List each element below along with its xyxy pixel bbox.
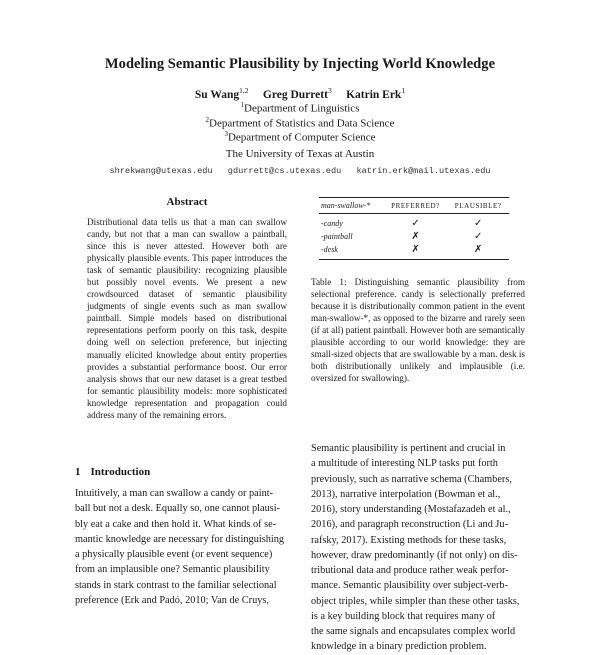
text-line: a multitude of interesting NLP tasks put forth [311,458,498,470]
email-list [0,166,600,176]
table-cell-plausible: ✓ [474,231,483,242]
text-line: a physically plausible event (or event sequence) [75,549,273,560]
body-text-right [311,441,525,653]
text-line: rafsky, 2017). Existing methods for these tasks, [311,534,507,546]
table-header-cell: PLAUSIBLE? [447,198,509,214]
section-title: Introduction [90,466,151,478]
table-header-cell: man-swallow-* [319,198,384,214]
email-address: shrekwang@utexas.edu [109,166,213,176]
section-heading-introduction [75,466,150,478]
affiliation-text: Department of Linguistics [244,102,360,115]
paper-title: Modeling Semantic Plausibility by Injecting World Knowledge [104,56,496,72]
author-name: Katrin Erk [346,88,402,101]
affiliation-mark: 3 [224,130,228,138]
table-cell-preferred: ✗ [384,243,448,260]
table-header-row [319,198,509,214]
author-list [0,86,600,101]
author-affiliation-mark: 1,2 [239,86,249,95]
table-cell-plausible: ✓ [474,218,483,229]
text-line: bly eat a cake and then hold it. What kinds of se- [75,518,277,530]
affiliation-line [0,130,600,144]
table-row [319,243,509,260]
table-row [319,214,509,231]
text-line: the same signals and encapsulates complex world [311,626,516,637]
affiliation-line [0,101,600,115]
abstract-section [75,196,299,421]
text-line: object triples, while simpler than these other tasks, [311,595,520,607]
email-address: katrin.erk@mail.utexas.edu [356,166,491,176]
affiliation-mark: 1 [240,101,244,109]
email-address: gdurrett@cs.utexas.edu [227,166,342,176]
table-1 [319,197,509,260]
text-line: mantic knowledge are necessary for distinguishing [75,533,285,545]
table-cell-label: -desk [319,243,384,260]
text-line: ball but not a desk. Equally so, one cannot plausi- [75,503,281,515]
text-line: previously, such as narrative schema (Chambers, [311,473,512,485]
table-row [319,230,509,243]
table-header-cell: PREFERRED? [384,198,448,214]
table-cell-label: -paintball [321,232,353,241]
affiliation-text: Department of Computer Science [227,131,376,144]
author-name: Su Wang [194,88,240,101]
text-line: however, draw predominantly (if not only) on dis- [311,549,518,561]
text-line: tributional data and produce rather weak perfor- [311,565,509,576]
university-name: The University of Texas at Austin [225,148,375,160]
text-line: preference (Erk and Padó, 2010; Van de Cruys, [75,594,269,606]
table-cell-label: -candy [321,219,343,228]
text-line: is a key building block that requires many of [311,610,496,622]
plausibility-table [319,197,509,260]
table-cell-preferred: ✓ [411,218,420,229]
text-line: Semantic plausibility is pertinent and crucial in [311,443,506,454]
affiliation-mark: 2 [205,116,210,124]
section-number: 1 [75,466,81,478]
text-line-cut: knowledge in a binary prediction problem. [311,641,487,653]
author-name: Greg Durrett [262,88,328,101]
affiliation-line [0,116,600,130]
table-cell-plausible: ✗ [447,243,509,260]
introduction-text [75,486,299,608]
author-affiliation-mark: 3 [327,86,332,95]
affiliation-text: Department of Statistics and Data Science [209,117,395,130]
text-line: Intuitively, a man can swallow a candy or paint- [75,488,274,499]
abstract-heading: Abstract [166,196,208,208]
table-cell-preferred: ✗ [411,231,420,242]
abstract-text: Distributional data tells us that a man can swallow candy, but not that a man can swallow a paintball, since this is never attested. However both are physically plausible events. This paper introduces the task of semantic plausibility: recognizing plausible but possibly novel events. We present a new crowdsourced dataset of semantic plausibility judgments of single events such as man swallow paintball. Simple models based on distributional representations perform poorly on this task, despite doing well on selection preference, but injecting manually elicited knowledge about entity properties provides a substantial performance boost. Our error analysis shows that our new dataset is a great testbed for semantic plausibility models: more sophisticated knowledge representation and propagation could address many of the remaining errors. [87,217,287,420]
text-line: 2016), and paragraph reconstruction (Li and Ju- [311,519,509,531]
text-line: 2016), story understanding (Mostafazadeh et al., [311,504,511,515]
text-line: from an implausible one? Semantic plausibility [75,564,270,576]
author-affiliation-mark: 1 [401,86,406,95]
table-caption: Table 1: Distinguishing semantic plausibility from selectional preference. candy is selectionally preferred because it is distributionally common patient in the event man-swallow-*, as opposed to the bizarre and rarely seen (if at all) patient paintball. However both are semantically plausible according to our world knowledge: they are small-sized objects that are swallowable by a man. desk is both distributionally unlikely and implausible (i.e. oversized for swallowing). [311,277,525,384]
text-line: stands in stark contrast to the familiar selectional [75,579,277,591]
text-line: mance. Semantic plausibility over subject-verb- [311,580,509,592]
text-line: 2013), narrative interpolation (Bowman et al., [311,488,501,500]
